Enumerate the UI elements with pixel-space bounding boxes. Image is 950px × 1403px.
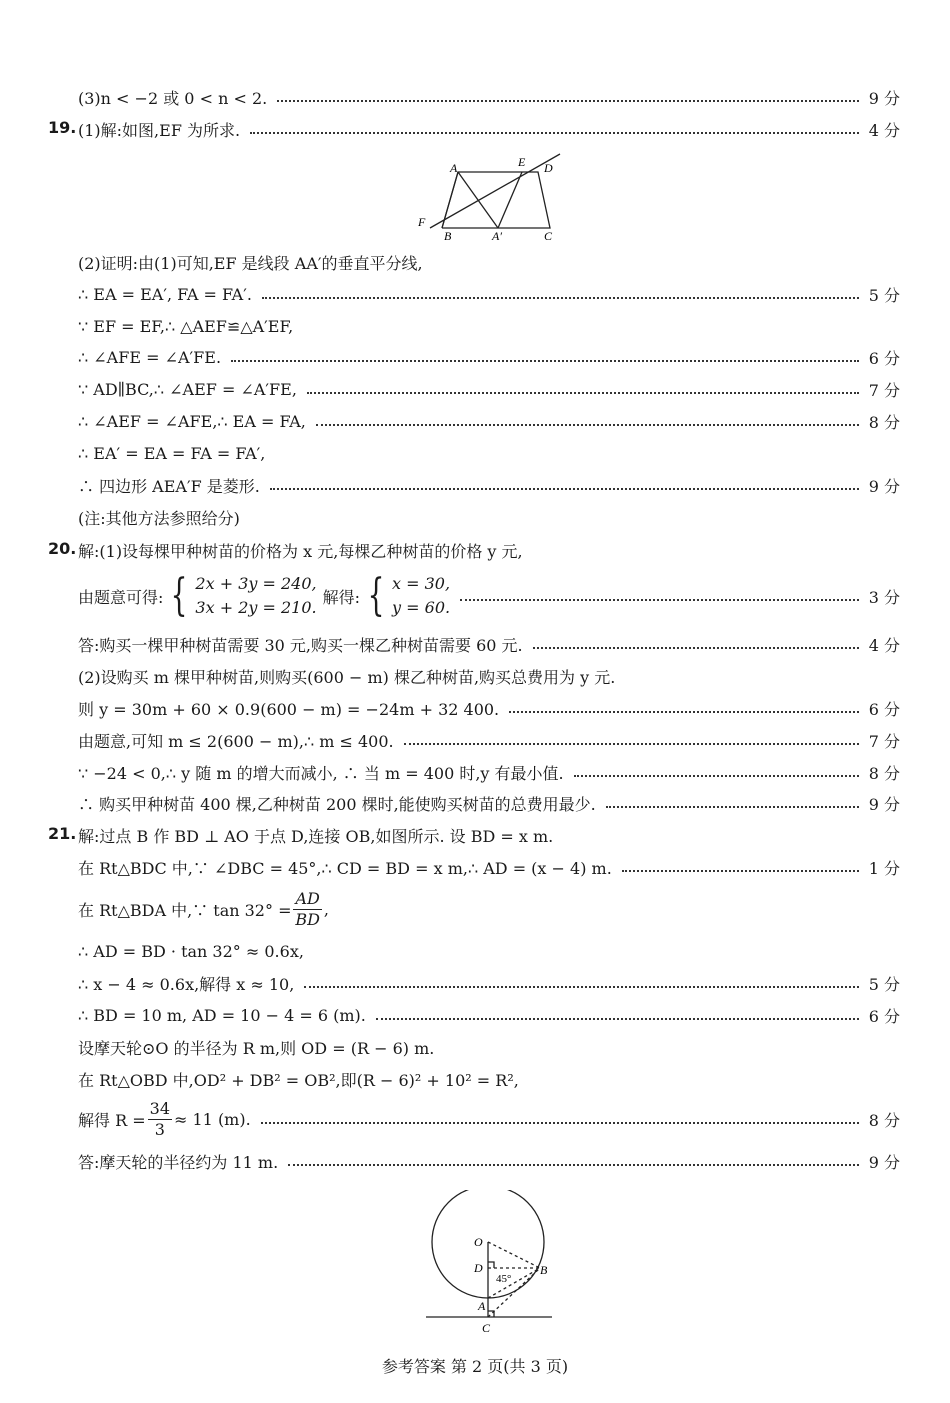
answer-text: ∵ AD∥BC,∴ ∠AEF = ∠A′FE, [78, 379, 297, 399]
score: 4 分 [868, 120, 900, 140]
score: 6 分 [868, 348, 900, 368]
leader-dots [376, 1018, 859, 1020]
brace: { [367, 570, 385, 621]
leader-dots [574, 775, 859, 777]
label-A: A [450, 161, 458, 175]
label-B: B [444, 229, 452, 243]
question-number: 20. [48, 539, 77, 558]
answer-text: 则 y = 30m + 60 × 0.9(600 − m) = −24m + 32 400. [78, 699, 500, 719]
answer-text: 答:购买一棵甲种树苗需要 30 元,购买一棵乙种树苗需要 60 元. [78, 635, 523, 655]
leader-dots [509, 711, 859, 713]
leader-dots [250, 132, 859, 134]
leader-dots [307, 392, 859, 394]
answer-line [78, 406, 900, 436]
equation: 2x + 3y = 240, [195, 574, 317, 593]
answer-text: ∴ BD = 10 m, AD = 10 − 4 = 6 (m). [78, 1005, 366, 1025]
label-F: F [418, 215, 426, 229]
equation-system [163, 572, 316, 620]
score: 5 分 [868, 285, 900, 305]
leader-dots [231, 360, 859, 362]
answer-text: 设摩天轮⊙O 的半径为 R m,则 OD = (R − 6) m. [78, 1038, 435, 1058]
label-C: C [482, 1321, 491, 1335]
answer-text: 解:过点 B 作 BD ⊥ AO 于点 D,连接 OB,如图所示. 设 BD = x m. [78, 826, 554, 846]
score: 4 分 [868, 635, 900, 655]
answer-line [78, 114, 900, 144]
solution-system [360, 572, 450, 620]
rhombus-figure [410, 150, 570, 245]
solution-rows [392, 572, 450, 620]
answer-text: (2)证明:由(1)可知,EF 是线段 AA′的垂直平分线, [78, 253, 423, 273]
answer-line [78, 374, 900, 404]
label-E: E [518, 155, 526, 169]
answer-text: ∴ ∠AEF = ∠AFE,∴ EA = FA, [78, 411, 306, 431]
label-O: O [474, 1235, 483, 1249]
label-A: A [478, 1299, 486, 1313]
answer-line [78, 279, 900, 309]
score: 7 分 [868, 380, 900, 400]
answer-text: (注:其他方法参照给分) [78, 508, 240, 528]
label-D: D [474, 1261, 483, 1275]
equation: x = 30, [392, 574, 451, 593]
question-number: 19. [48, 118, 77, 137]
label-D: D [544, 161, 553, 175]
answer-line [78, 886, 900, 932]
answer-text: ∴ 购买甲种树苗 400 棵,乙种树苗 200 棵时,能使购买树苗的总费用最少. [78, 794, 596, 814]
fraction [293, 889, 321, 930]
score: 5 分 [868, 974, 900, 994]
leader-dots [261, 1122, 859, 1124]
answer-text: (2)设购买 m 棵甲种树苗,则购买(600 − m) 棵乙种树苗,购买总费用为 y 元. [78, 667, 616, 687]
score: 8 分 [868, 412, 900, 432]
answer-line [78, 438, 900, 468]
answer-line [78, 502, 900, 532]
answer-text: (1)解:如图,EF 为所求. [78, 120, 241, 140]
answer-text: 解得 R = [78, 1110, 146, 1130]
score: 8 分 [868, 763, 900, 783]
answer-line [78, 693, 900, 723]
label-C: C [544, 229, 553, 243]
answer-line [78, 1032, 900, 1062]
answer-line [78, 311, 900, 341]
answer-text: ≈ 11 (m). [174, 1109, 251, 1129]
answer-line [78, 661, 900, 691]
label-angle: 45° [496, 1273, 512, 1285]
leader-dots [288, 1164, 859, 1166]
answer-line [78, 629, 900, 659]
answer-line [78, 1064, 900, 1094]
brace: { [171, 570, 188, 621]
question-number: 21. [48, 824, 77, 843]
answer-text: ∵ EF = EF,∴ △AEF≌△A′EF, [78, 316, 294, 336]
answer-line [78, 852, 900, 882]
denominator: BD [295, 909, 320, 929]
numerator: AD [295, 888, 320, 908]
score: 9 分 [868, 1152, 900, 1172]
leader-dots [460, 599, 859, 601]
answer-line [78, 968, 900, 998]
answer-text: 由题意,可知 m ≤ 2(600 − m),∴ m ≤ 400. [78, 731, 394, 751]
score: 6 分 [868, 699, 900, 719]
answer-line [78, 82, 900, 112]
score: 9 分 [868, 88, 900, 108]
answer-line [78, 247, 900, 277]
answer-line [78, 1000, 900, 1030]
leader-dots [316, 424, 859, 426]
score: 9 分 [868, 476, 900, 496]
score: 6 分 [868, 1006, 900, 1026]
leader-dots [270, 488, 859, 490]
leader-dots [262, 297, 859, 299]
answer-text: , [323, 899, 329, 919]
score: 7 分 [868, 731, 900, 751]
answer-line [78, 535, 900, 565]
denominator: 3 [154, 1119, 165, 1139]
answer-text: ∴ x − 4 ≈ 0.6x,解得 x ≈ 10, [78, 974, 295, 994]
answer-line [78, 757, 900, 787]
answer-text: ∴ AD = BD · tan 32° ≈ 0.6x, [78, 941, 304, 961]
answer-line [78, 570, 900, 622]
score: 9 分 [868, 794, 900, 814]
answer-text: ∴ EA′ = EA = FA = FA′, [78, 443, 266, 463]
leader-dots [533, 647, 859, 649]
answer-line [78, 820, 900, 850]
label-B: B [540, 1263, 548, 1277]
leader-dots [304, 986, 858, 988]
answer-text: 解得: [322, 587, 361, 607]
leader-dots [404, 743, 859, 745]
answer-text: ∴ 四边形 AEA′F 是菱形. [78, 476, 260, 496]
answer-text: 解:(1)设每棵甲种树苗的价格为 x 元,每棵乙种树苗的价格 y 元, [78, 541, 523, 561]
answer-line [78, 342, 900, 372]
answer-line [78, 936, 900, 966]
leader-dots [277, 100, 859, 102]
answer-text: ∴ EA = EA′, FA = FA′. [78, 284, 252, 304]
answer-line [78, 1146, 900, 1176]
numerator: 34 [149, 1098, 170, 1118]
answer-line [78, 470, 900, 500]
score: 8 分 [868, 1110, 900, 1130]
answer-line [78, 788, 900, 818]
label-A-prime: A′ [492, 229, 502, 243]
answer-text: 在 Rt△BDC 中,∵ ∠DBC = 45°,∴ CD = BD = x m,∴ AD = (x − 4) m. [78, 858, 612, 878]
answer-text: ∴ ∠AFE = ∠A′FE. [78, 347, 222, 367]
equation-rows [195, 572, 316, 620]
leader-dots [622, 870, 859, 872]
equation: 3x + 2y = 210. [195, 598, 317, 617]
answer-text: 在 Rt△BDA 中,∵ tan 32° = [78, 900, 292, 920]
answer-line [78, 725, 900, 755]
score: 3 分 [868, 587, 900, 607]
answer-text: 由题意可得: [78, 587, 164, 607]
answer-text: ∵ −24 < 0,∴ y 随 m 的增大而减小, ∴ 当 m = 400 时,y 有最小值. [78, 763, 564, 783]
score: 1 分 [868, 858, 900, 878]
page-footer: 参考答案 第 2 页(共 3 页) [381, 1357, 569, 1376]
ferris-wheel-figure [420, 1190, 560, 1340]
answer-text: 答:摩天轮的半径约为 11 m. [78, 1152, 279, 1172]
answer-text: 在 Rt△OBD 中,OD² + DB² = OB²,即(R − 6)² + 10² = R², [78, 1070, 519, 1090]
leader-dots [606, 806, 859, 808]
answer-line [78, 1096, 900, 1142]
equation: y = 60. [392, 598, 451, 617]
fraction [148, 1099, 172, 1140]
answer-text: (3)n < −2 或 0 < n < 2. [78, 88, 268, 108]
